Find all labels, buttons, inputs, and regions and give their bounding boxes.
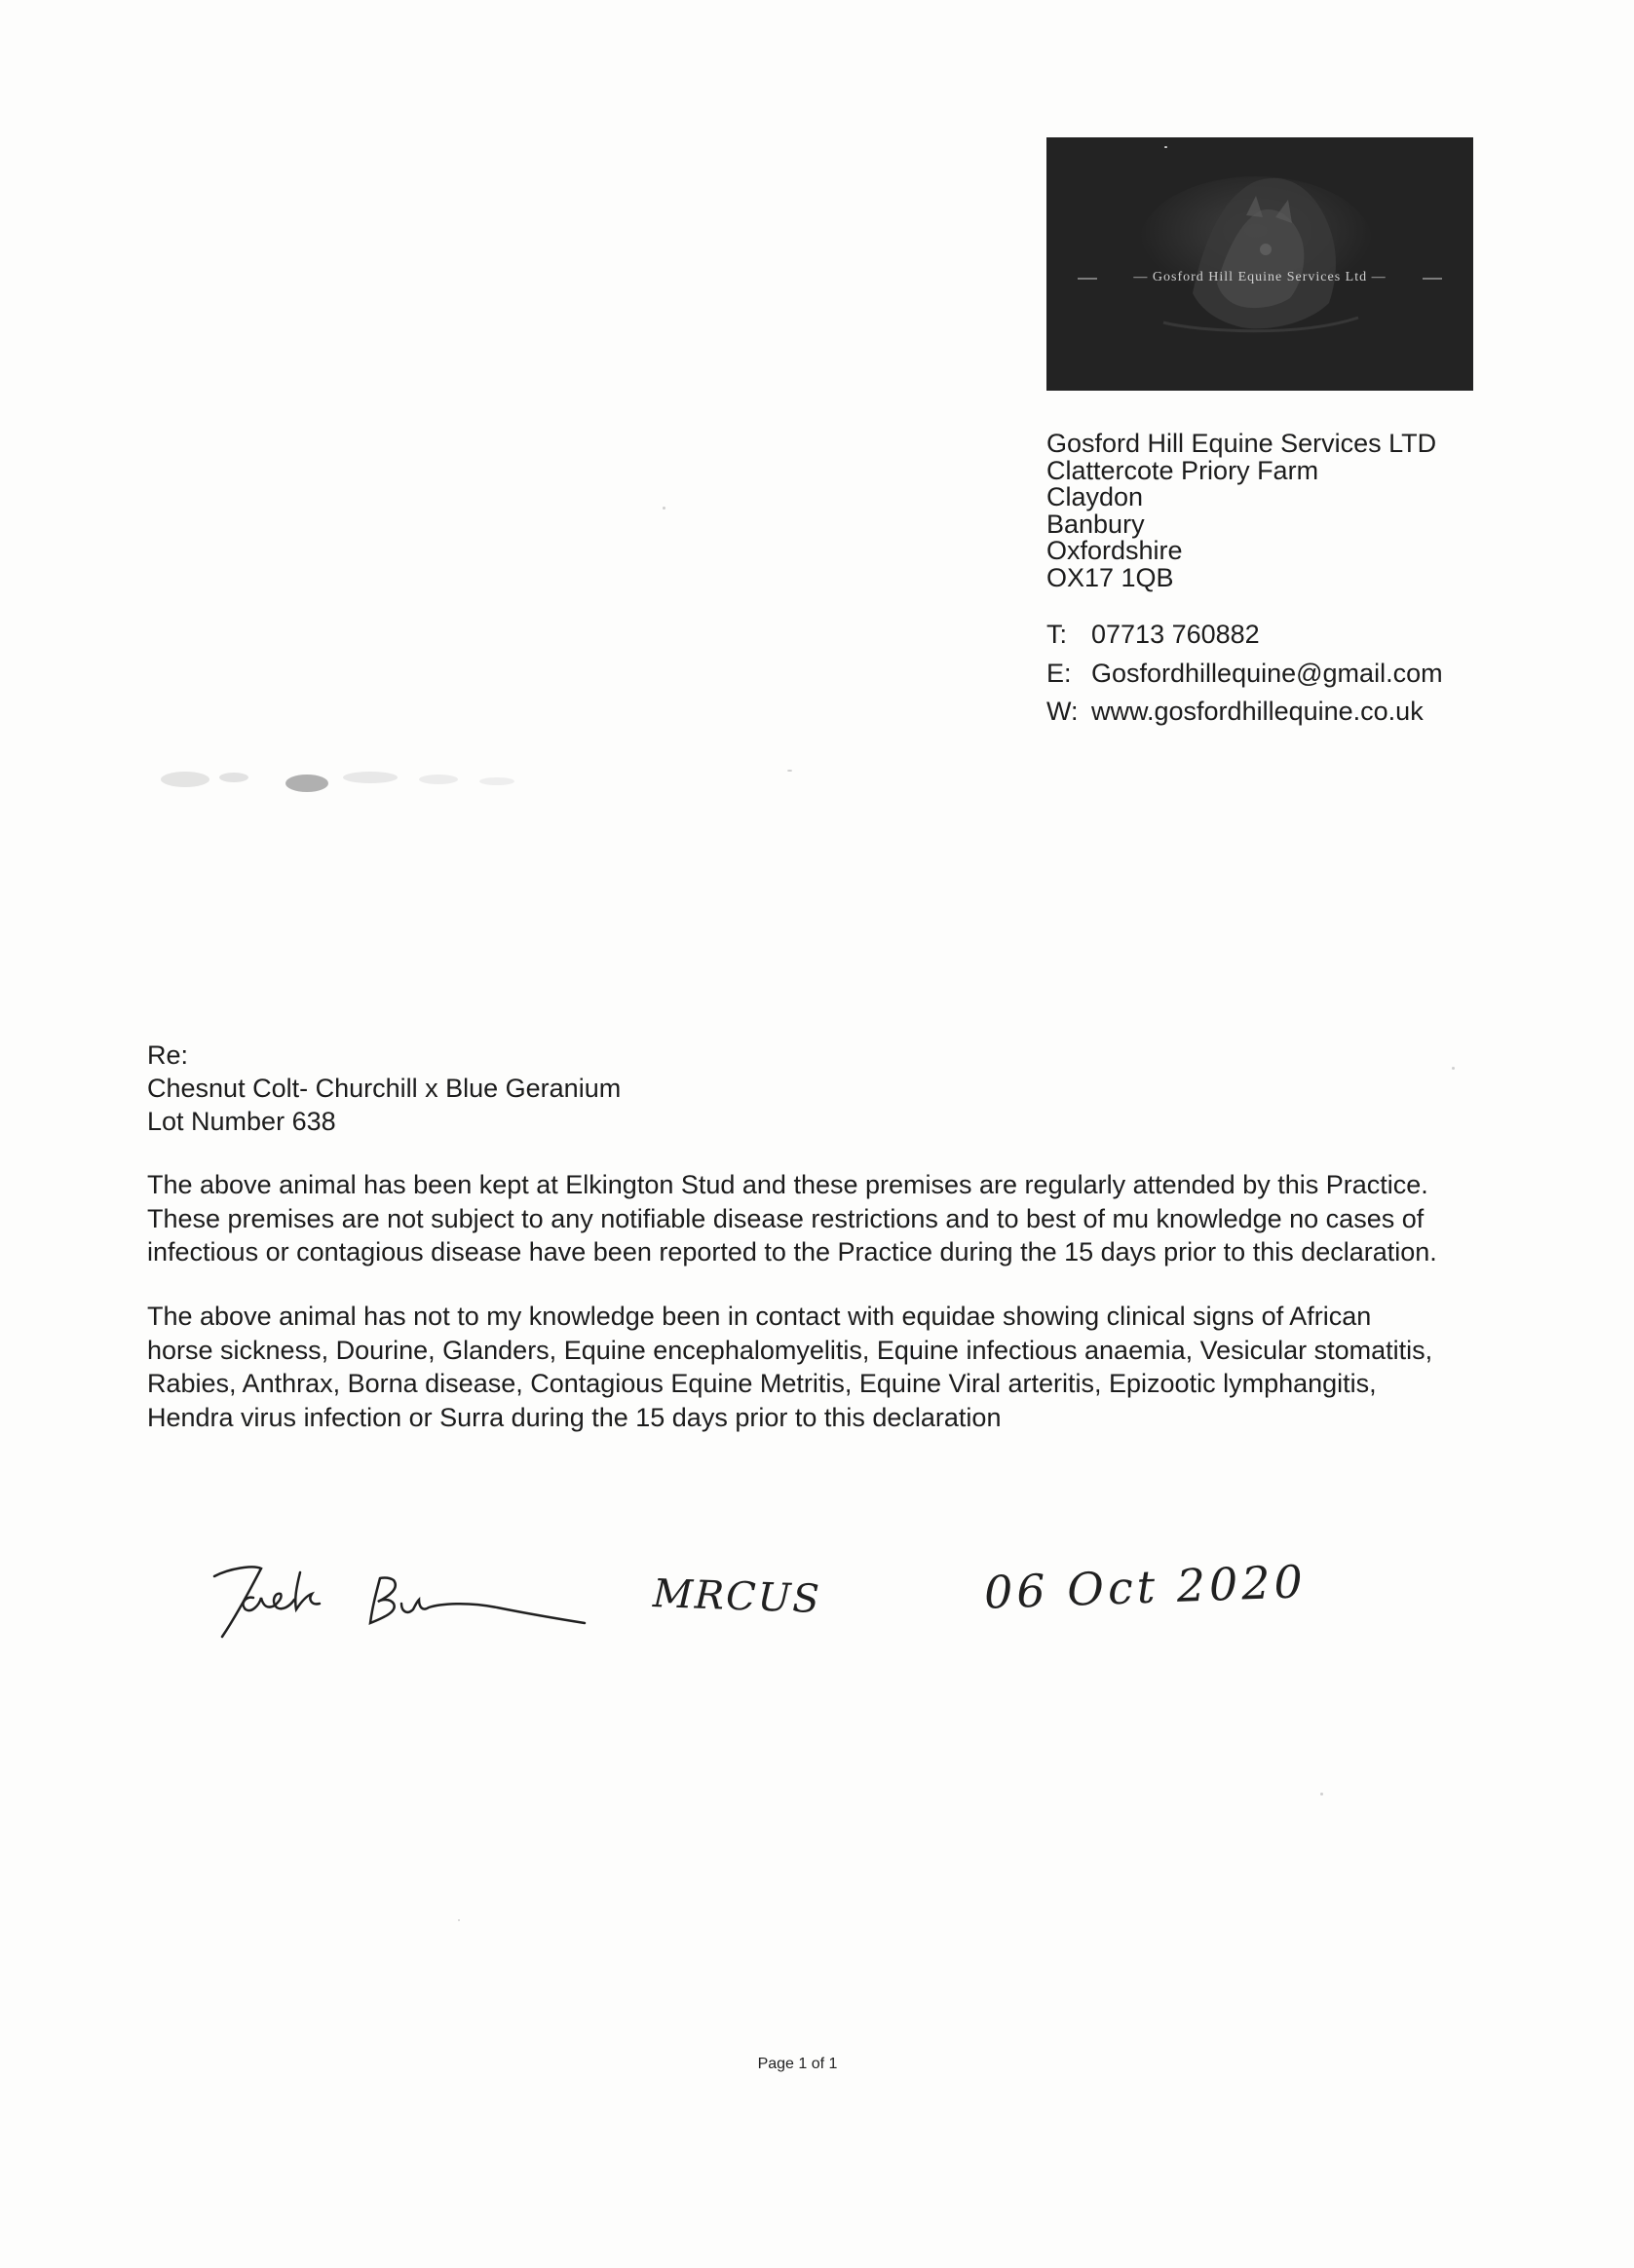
web-value: www.gosfordhillequine.co.uk xyxy=(1091,697,1424,726)
scan-smudge xyxy=(146,750,536,809)
contact-phone xyxy=(1046,616,1443,655)
scan-speck xyxy=(1164,146,1167,148)
paragraph-contact-declaration xyxy=(147,1300,1511,1434)
address-postcode: OX17 1QB xyxy=(1046,562,1174,592)
page-number: Page 1 of 1 xyxy=(757,2056,838,2072)
address-line: Claydon xyxy=(1046,482,1144,511)
scan-speck xyxy=(1452,1067,1455,1070)
scan-speck xyxy=(1320,1793,1323,1796)
address-line: Oxfordshire xyxy=(1046,536,1183,565)
address-line: Clattercote Priory Farm xyxy=(1046,455,1319,485)
address-line: Banbury xyxy=(1046,509,1145,539)
re-label: Re: xyxy=(147,1040,189,1070)
email-value: Gosfordhillequine@gmail.com xyxy=(1091,658,1443,688)
signature-date: 06 Oct 2020 xyxy=(983,1555,1308,1619)
phone-label: T: xyxy=(1046,620,1068,649)
scan-speck xyxy=(663,507,665,510)
contact-email xyxy=(1046,655,1443,694)
re-lot-number: Lot Number 638 xyxy=(147,1107,336,1136)
paragraph-premises xyxy=(147,1168,1511,1269)
horse-head-logo-icon xyxy=(1046,137,1473,391)
paragraph-line: horse sickness, Dourine, Glanders, Equine encephalomyelitis, Equine infectious anaemia, Vesicular stomatitis, xyxy=(147,1335,1433,1365)
logo-banner-text: — Gosford Hill Equine Services Ltd — xyxy=(1133,270,1387,284)
paragraph-line: Rabies, Anthrax, Borna disease, Contagious Equine Metritis, Equine Viral arteritis, Epizootic lymphangitis, xyxy=(147,1369,1377,1398)
re-block xyxy=(147,1039,621,1138)
paragraph-line: Hendra virus infection or Surra during the 15 days prior to this declaration xyxy=(147,1402,1002,1432)
company-logo xyxy=(1046,137,1473,391)
scan-speck xyxy=(458,1919,460,1921)
scan-speck xyxy=(787,770,792,772)
page-footer xyxy=(0,2056,1634,2073)
address-company: Gosford Hill Equine Services LTD xyxy=(1046,429,1437,458)
signature-row xyxy=(185,1539,1354,1656)
paragraph-line: These premises are not subject to any notifiable disease restrictions and to best of mu knowledge no cases of xyxy=(147,1203,1425,1233)
phone-value: 07713 760882 xyxy=(1091,620,1260,649)
contact-details xyxy=(1046,616,1443,732)
paragraph-line: The above animal has not to my knowledge been in contact with equidae showing clinical signs of African xyxy=(147,1302,1372,1331)
paragraph-line: The above animal has been kept at Elkington Stud and these premises are regularly attended by this Practice. xyxy=(147,1170,1428,1199)
sender-address xyxy=(1046,431,1436,591)
web-label: W: xyxy=(1046,697,1079,726)
signature-qualification: MRCUS xyxy=(652,1570,822,1623)
email-label: E: xyxy=(1046,658,1072,688)
contact-web xyxy=(1046,693,1443,732)
re-subject: Chesnut Colt- Churchill x Blue Geranium xyxy=(147,1074,622,1103)
paragraph-line: infectious or contagious disease have been reported to the Practice during the 15 days prior to this declaration. xyxy=(147,1237,1437,1266)
handwritten-signature xyxy=(185,1539,614,1656)
